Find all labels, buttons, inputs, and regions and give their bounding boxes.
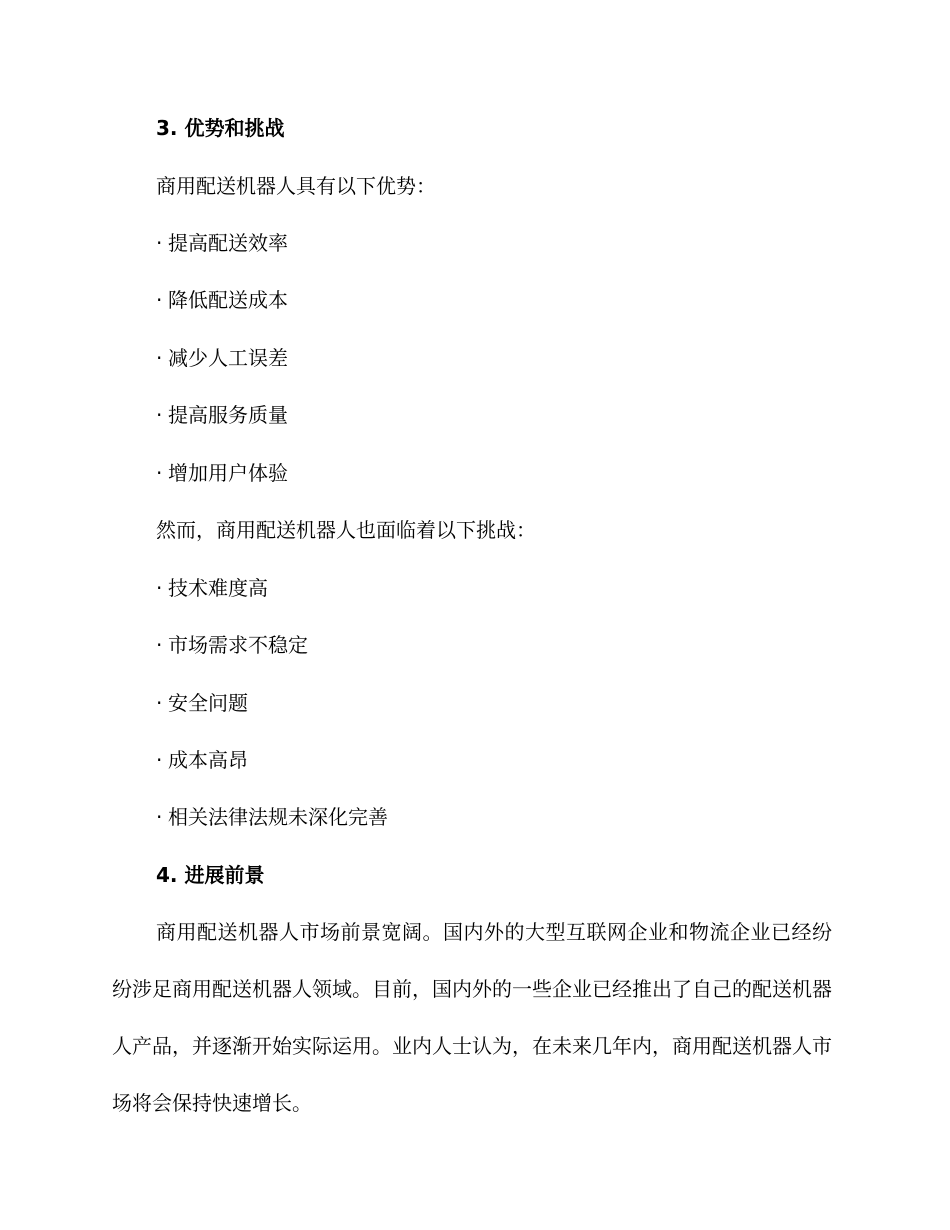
advantage-item: [156, 286, 288, 314]
challenge-item: [156, 631, 308, 659]
outlook-paragraph: 商用配送机器人市场前景宽阔。国内外的大型互联网企业和物流企业已经纷纷涉足商用配送机器人领域。目前，国内外的一些企业已经推出了自己的配送机器人产品，并逐渐开始实际运用。业内人士认为，在未来几年内，商用配送机器人市场将会保持快速增长。: [112, 920, 832, 1115]
bullet-icon: ·: [156, 748, 163, 772]
advantage-label: 降低配送成本: [168, 288, 288, 312]
bullet-icon: ·: [156, 346, 163, 370]
challenge-item: [156, 689, 248, 717]
challenge-label: 安全问题: [168, 691, 248, 715]
challenge-item: [156, 746, 248, 774]
advantage-label: 减少人工误差: [168, 346, 288, 370]
challenge-item: [156, 574, 268, 602]
bullet-icon: ·: [156, 576, 163, 600]
advantage-item: [156, 229, 288, 257]
bullet-icon: ·: [156, 231, 163, 255]
bullet-icon: ·: [156, 633, 163, 657]
challenges-intro: 然而，商用配送机器人也面临着以下挑战：: [156, 518, 536, 542]
bullet-icon: ·: [156, 461, 163, 485]
advantage-item: [156, 459, 288, 487]
bullet-icon: ·: [156, 403, 163, 427]
bullet-icon: ·: [156, 805, 163, 829]
section-4-heading: 4. 进展前景: [156, 863, 265, 887]
advantages-intro: 商用配送机器人具有以下优势：: [156, 174, 436, 198]
challenge-item: [156, 803, 388, 831]
challenge-label: 成本高昂: [168, 748, 248, 772]
advantage-label: 提高配送效率: [168, 231, 288, 255]
advantage-label: 增加用户体验: [168, 461, 288, 485]
advantage-item: [156, 401, 288, 429]
section-3-heading: 3. 优势和挑战: [156, 116, 285, 140]
advantage-label: 提高服务质量: [168, 403, 288, 427]
challenge-label: 技术难度高: [168, 576, 268, 600]
bullet-icon: ·: [156, 288, 163, 312]
advantage-item: [156, 344, 288, 372]
challenge-label: 市场需求不稳定: [168, 633, 308, 657]
bullet-icon: ·: [156, 691, 163, 715]
challenge-label: 相关法律法规未深化完善: [168, 805, 388, 829]
